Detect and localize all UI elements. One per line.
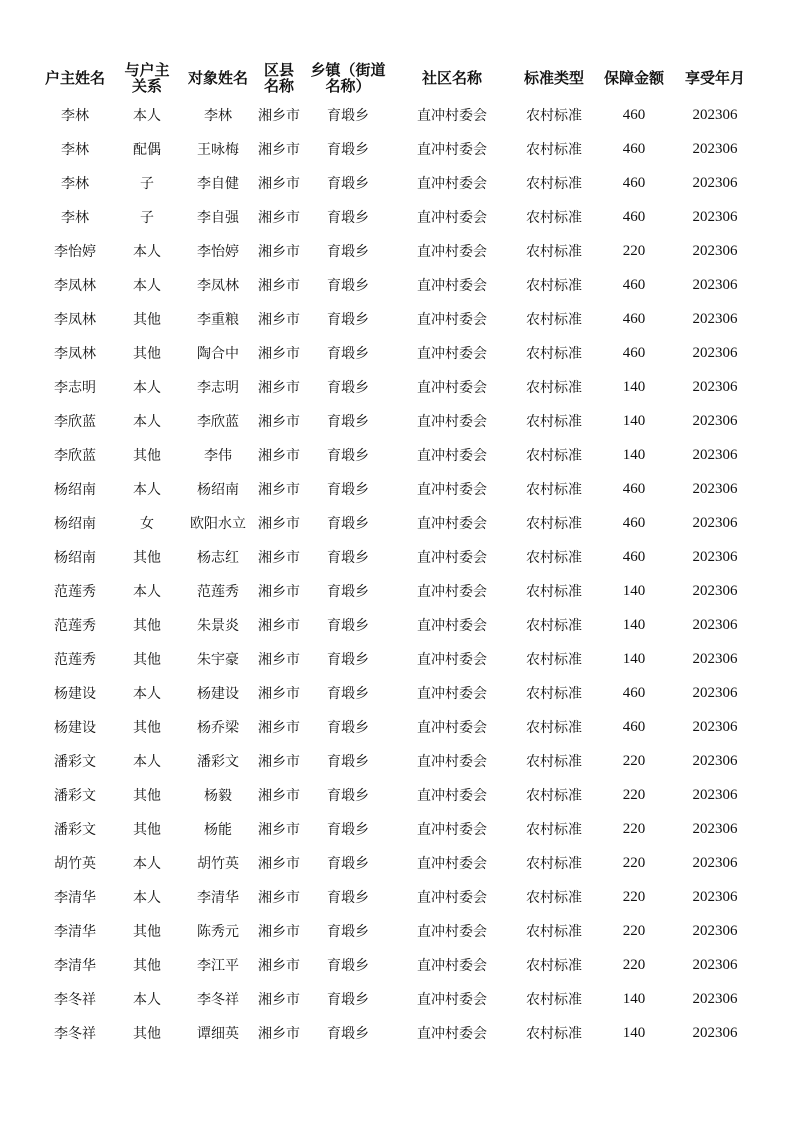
county-cell: 湘乡市 xyxy=(258,924,300,940)
relation-cell: 其他 xyxy=(133,550,161,566)
standard-type-cell: 农村标准 xyxy=(526,686,582,702)
county-cell: 湘乡市 xyxy=(258,822,300,838)
header-standard-type: 标准类型 xyxy=(523,69,584,87)
county-cell: 湘乡市 xyxy=(258,312,300,328)
township-cell: 育塅乡 xyxy=(327,380,369,396)
standard-type-cell: 农村标准 xyxy=(526,346,582,362)
township-cell: 育塅乡 xyxy=(327,754,369,770)
recipient-name-cell: 杨乔梁 xyxy=(197,720,239,736)
recipient-name-cell: 陈秀元 xyxy=(197,924,239,940)
township-cell: 育塅乡 xyxy=(327,176,369,192)
county-cell: 湘乡市 xyxy=(258,380,300,396)
table-row xyxy=(38,710,758,744)
community-cell: 直冲村委会 xyxy=(417,720,487,736)
amount-cell: 220 xyxy=(622,820,646,837)
recipient-name-cell: 李伟 xyxy=(204,448,232,464)
table-body xyxy=(38,98,758,1050)
year-month-cell: 202306 xyxy=(692,208,738,225)
recipient-name-cell: 杨志红 xyxy=(197,550,239,566)
county-cell: 湘乡市 xyxy=(258,346,300,362)
year-month-cell: 202306 xyxy=(692,616,738,633)
amount-cell: 140 xyxy=(622,1024,646,1041)
recipient-name-cell: 杨能 xyxy=(204,822,232,838)
county-cell: 湘乡市 xyxy=(258,992,300,1008)
county-cell: 湘乡市 xyxy=(258,482,300,498)
standard-type-cell: 农村标准 xyxy=(526,312,582,328)
township-cell: 育塅乡 xyxy=(327,958,369,974)
beneficiary-table xyxy=(38,58,758,1050)
year-month-cell: 202306 xyxy=(692,446,738,463)
township-cell: 育塅乡 xyxy=(327,584,369,600)
standard-type-cell: 农村标准 xyxy=(526,244,582,260)
table-row xyxy=(38,200,758,234)
community-cell: 直冲村委会 xyxy=(417,992,487,1008)
year-month-cell: 202306 xyxy=(692,106,738,123)
community-cell: 直冲村委会 xyxy=(417,924,487,940)
relation-cell: 子 xyxy=(140,210,154,226)
relation-cell: 其他 xyxy=(133,618,161,634)
standard-type-cell: 农村标准 xyxy=(526,550,582,566)
amount-cell: 460 xyxy=(622,718,646,735)
township-cell: 育塅乡 xyxy=(327,550,369,566)
table-row xyxy=(38,846,758,880)
relation-cell: 本人 xyxy=(133,890,161,906)
standard-type-cell: 农村标准 xyxy=(526,176,582,192)
community-cell: 直冲村委会 xyxy=(417,890,487,906)
year-month-cell: 202306 xyxy=(692,514,738,531)
county-cell: 湘乡市 xyxy=(258,176,300,192)
household-head-cell: 李凤林 xyxy=(54,346,96,362)
recipient-name-cell: 杨建设 xyxy=(197,686,239,702)
household-head-cell: 杨绍南 xyxy=(54,516,96,532)
county-cell: 湘乡市 xyxy=(258,856,300,872)
household-head-cell: 李凤林 xyxy=(54,278,96,294)
amount-cell: 220 xyxy=(622,854,646,871)
county-cell: 湘乡市 xyxy=(258,686,300,702)
community-cell: 直冲村委会 xyxy=(417,550,487,566)
community-cell: 直冲村委会 xyxy=(417,618,487,634)
county-cell: 湘乡市 xyxy=(258,584,300,600)
year-month-cell: 202306 xyxy=(692,140,738,157)
year-month-cell: 202306 xyxy=(692,888,738,905)
county-cell: 湘乡市 xyxy=(258,108,300,124)
standard-type-cell: 农村标准 xyxy=(526,516,582,532)
relation-cell: 本人 xyxy=(133,992,161,1008)
standard-type-cell: 农村标准 xyxy=(526,652,582,668)
community-cell: 直冲村委会 xyxy=(417,380,487,396)
household-head-cell: 潘彩文 xyxy=(54,822,96,838)
township-cell: 育塅乡 xyxy=(327,890,369,906)
standard-type-cell: 农村标准 xyxy=(526,1026,582,1042)
table-row xyxy=(38,778,758,812)
township-cell: 育塅乡 xyxy=(327,346,369,362)
standard-type-cell: 农村标准 xyxy=(526,890,582,906)
community-cell: 直冲村委会 xyxy=(417,448,487,464)
year-month-cell: 202306 xyxy=(692,276,738,293)
table-row xyxy=(38,880,758,914)
household-head-cell: 李欣蓝 xyxy=(54,414,96,430)
table-row xyxy=(38,914,758,948)
year-month-cell: 202306 xyxy=(692,718,738,735)
table-row xyxy=(38,744,758,778)
standard-type-cell: 农村标准 xyxy=(526,380,582,396)
relation-cell: 其他 xyxy=(133,312,161,328)
amount-cell: 140 xyxy=(622,582,646,599)
year-month-cell: 202306 xyxy=(692,922,738,939)
township-cell: 育塅乡 xyxy=(327,618,369,634)
table-row xyxy=(38,98,758,132)
household-head-cell: 潘彩文 xyxy=(54,754,96,770)
year-month-cell: 202306 xyxy=(692,684,738,701)
relation-cell: 本人 xyxy=(133,380,161,396)
household-head-cell: 范莲秀 xyxy=(54,618,96,634)
year-month-cell: 202306 xyxy=(692,1024,738,1041)
table-row xyxy=(38,1016,758,1050)
recipient-name-cell: 杨绍南 xyxy=(197,482,239,498)
recipient-name-cell: 李冬祥 xyxy=(197,992,239,1008)
recipient-name-cell: 李自健 xyxy=(197,176,239,192)
table-row xyxy=(38,404,758,438)
header-household-head: 户主姓名 xyxy=(44,69,105,87)
year-month-cell: 202306 xyxy=(692,752,738,769)
community-cell: 直冲村委会 xyxy=(417,788,487,804)
amount-cell: 140 xyxy=(622,650,646,667)
recipient-name-cell: 范莲秀 xyxy=(197,584,239,600)
county-cell: 湘乡市 xyxy=(258,754,300,770)
county-cell: 湘乡市 xyxy=(258,890,300,906)
year-month-cell: 202306 xyxy=(692,242,738,259)
header-relation: 与户主 关系 xyxy=(124,61,170,95)
standard-type-cell: 农村标准 xyxy=(526,822,582,838)
recipient-name-cell: 陶合中 xyxy=(197,346,239,362)
township-cell: 育塅乡 xyxy=(327,244,369,260)
table-row xyxy=(38,540,758,574)
table-row xyxy=(38,132,758,166)
table-row xyxy=(38,812,758,846)
year-month-cell: 202306 xyxy=(692,310,738,327)
table-row xyxy=(38,948,758,982)
table-header xyxy=(38,58,758,98)
household-head-cell: 李怡婷 xyxy=(54,244,96,260)
community-cell: 直冲村委会 xyxy=(417,210,487,226)
recipient-name-cell: 李志明 xyxy=(197,380,239,396)
township-cell: 育塅乡 xyxy=(327,516,369,532)
relation-cell: 其他 xyxy=(133,652,161,668)
recipient-name-cell: 李怡婷 xyxy=(197,244,239,260)
table-row xyxy=(38,268,758,302)
community-cell: 直冲村委会 xyxy=(417,176,487,192)
relation-cell: 本人 xyxy=(133,856,161,872)
standard-type-cell: 农村标准 xyxy=(526,448,582,464)
household-head-cell: 李冬祥 xyxy=(54,1026,96,1042)
year-month-cell: 202306 xyxy=(692,956,738,973)
recipient-name-cell: 李林 xyxy=(204,108,232,124)
recipient-name-cell: 胡竹英 xyxy=(197,856,239,872)
community-cell: 直冲村委会 xyxy=(417,754,487,770)
amount-cell: 220 xyxy=(622,956,646,973)
relation-cell: 其他 xyxy=(133,924,161,940)
relation-cell: 本人 xyxy=(133,754,161,770)
community-cell: 直冲村委会 xyxy=(417,652,487,668)
township-cell: 育塅乡 xyxy=(327,652,369,668)
table-row xyxy=(38,982,758,1016)
relation-cell: 本人 xyxy=(133,686,161,702)
relation-cell: 其他 xyxy=(133,822,161,838)
header-row xyxy=(38,58,758,98)
recipient-name-cell: 朱景炎 xyxy=(197,618,239,634)
household-head-cell: 范莲秀 xyxy=(54,652,96,668)
table-row xyxy=(38,642,758,676)
community-cell: 直冲村委会 xyxy=(417,516,487,532)
relation-cell: 配偶 xyxy=(133,142,161,158)
county-cell: 湘乡市 xyxy=(258,720,300,736)
amount-cell: 460 xyxy=(622,548,646,565)
township-cell: 育塅乡 xyxy=(327,142,369,158)
household-head-cell: 李林 xyxy=(61,108,89,124)
header-township: 乡镇（街道 名称） xyxy=(310,61,386,95)
year-month-cell: 202306 xyxy=(692,582,738,599)
relation-cell: 本人 xyxy=(133,482,161,498)
household-head-cell: 李欣蓝 xyxy=(54,448,96,464)
standard-type-cell: 农村标准 xyxy=(526,618,582,634)
township-cell: 育塅乡 xyxy=(327,992,369,1008)
recipient-name-cell: 李清华 xyxy=(197,890,239,906)
household-head-cell: 杨建设 xyxy=(54,686,96,702)
community-cell: 直冲村委会 xyxy=(417,958,487,974)
year-month-cell: 202306 xyxy=(692,344,738,361)
amount-cell: 460 xyxy=(622,174,646,191)
amount-cell: 140 xyxy=(622,446,646,463)
household-head-cell: 李冬祥 xyxy=(54,992,96,1008)
community-cell: 直冲村委会 xyxy=(417,414,487,430)
household-head-cell: 杨绍南 xyxy=(54,482,96,498)
township-cell: 育塅乡 xyxy=(327,822,369,838)
standard-type-cell: 农村标准 xyxy=(526,788,582,804)
relation-cell: 其他 xyxy=(133,720,161,736)
community-cell: 直冲村委会 xyxy=(417,244,487,260)
recipient-name-cell: 李江平 xyxy=(197,958,239,974)
amount-cell: 460 xyxy=(622,208,646,225)
table-row xyxy=(38,370,758,404)
community-cell: 直冲村委会 xyxy=(417,108,487,124)
township-cell: 育塅乡 xyxy=(327,108,369,124)
table-row xyxy=(38,472,758,506)
household-head-cell: 胡竹英 xyxy=(54,856,96,872)
township-cell: 育塅乡 xyxy=(327,210,369,226)
amount-cell: 460 xyxy=(622,344,646,361)
township-cell: 育塅乡 xyxy=(327,788,369,804)
recipient-name-cell: 王咏梅 xyxy=(197,142,239,158)
table-row xyxy=(38,574,758,608)
township-cell: 育塅乡 xyxy=(327,720,369,736)
amount-cell: 460 xyxy=(622,684,646,701)
community-cell: 直冲村委会 xyxy=(417,142,487,158)
household-head-cell: 范莲秀 xyxy=(54,584,96,600)
county-cell: 湘乡市 xyxy=(258,414,300,430)
amount-cell: 140 xyxy=(622,378,646,395)
year-month-cell: 202306 xyxy=(692,412,738,429)
amount-cell: 220 xyxy=(622,922,646,939)
amount-cell: 460 xyxy=(622,310,646,327)
amount-cell: 220 xyxy=(622,786,646,803)
township-cell: 育塅乡 xyxy=(327,414,369,430)
amount-cell: 460 xyxy=(622,276,646,293)
year-month-cell: 202306 xyxy=(692,786,738,803)
year-month-cell: 202306 xyxy=(692,548,738,565)
household-head-cell: 潘彩文 xyxy=(54,788,96,804)
relation-cell: 本人 xyxy=(133,244,161,260)
relation-cell: 其他 xyxy=(133,788,161,804)
amount-cell: 140 xyxy=(622,412,646,429)
standard-type-cell: 农村标准 xyxy=(526,992,582,1008)
table-row xyxy=(38,336,758,370)
county-cell: 湘乡市 xyxy=(258,516,300,532)
amount-cell: 460 xyxy=(622,480,646,497)
recipient-name-cell: 李凤林 xyxy=(197,278,239,294)
township-cell: 育塅乡 xyxy=(327,278,369,294)
amount-cell: 460 xyxy=(622,106,646,123)
household-head-cell: 李林 xyxy=(61,210,89,226)
standard-type-cell: 农村标准 xyxy=(526,958,582,974)
amount-cell: 220 xyxy=(622,242,646,259)
relation-cell: 本人 xyxy=(133,584,161,600)
household-head-cell: 杨绍南 xyxy=(54,550,96,566)
table-row xyxy=(38,506,758,540)
county-cell: 湘乡市 xyxy=(258,142,300,158)
recipient-name-cell: 李自强 xyxy=(197,210,239,226)
amount-cell: 140 xyxy=(622,990,646,1007)
amount-cell: 460 xyxy=(622,140,646,157)
table-row xyxy=(38,234,758,268)
relation-cell: 本人 xyxy=(133,414,161,430)
standard-type-cell: 农村标准 xyxy=(526,856,582,872)
year-month-cell: 202306 xyxy=(692,990,738,1007)
header-community: 社区名称 xyxy=(421,69,482,87)
township-cell: 育塅乡 xyxy=(327,856,369,872)
household-head-cell: 李凤林 xyxy=(54,312,96,328)
county-cell: 湘乡市 xyxy=(258,618,300,634)
community-cell: 直冲村委会 xyxy=(417,822,487,838)
recipient-name-cell: 谭细英 xyxy=(197,1026,239,1042)
township-cell: 育塅乡 xyxy=(327,482,369,498)
relation-cell: 本人 xyxy=(133,278,161,294)
recipient-name-cell: 潘彩文 xyxy=(197,754,239,770)
household-head-cell: 李林 xyxy=(61,176,89,192)
relation-cell: 女 xyxy=(140,516,154,532)
year-month-cell: 202306 xyxy=(692,854,738,871)
county-cell: 湘乡市 xyxy=(258,210,300,226)
header-county: 区县 名称 xyxy=(263,61,294,95)
year-month-cell: 202306 xyxy=(692,378,738,395)
township-cell: 育塅乡 xyxy=(327,448,369,464)
standard-type-cell: 农村标准 xyxy=(526,720,582,736)
community-cell: 直冲村委会 xyxy=(417,482,487,498)
standard-type-cell: 农村标准 xyxy=(526,414,582,430)
header-recipient-name: 对象姓名 xyxy=(187,69,248,87)
standard-type-cell: 农村标准 xyxy=(526,584,582,600)
relation-cell: 其他 xyxy=(133,448,161,464)
community-cell: 直冲村委会 xyxy=(417,584,487,600)
household-head-cell: 李志明 xyxy=(54,380,96,396)
header-amount: 保障金额 xyxy=(603,69,664,87)
table-row xyxy=(38,676,758,710)
county-cell: 湘乡市 xyxy=(258,244,300,260)
header-year-month: 享受年月 xyxy=(684,69,745,87)
recipient-name-cell: 李重粮 xyxy=(197,312,239,328)
standard-type-cell: 农村标准 xyxy=(526,278,582,294)
household-head-cell: 李林 xyxy=(61,142,89,158)
relation-cell: 本人 xyxy=(133,108,161,124)
year-month-cell: 202306 xyxy=(692,650,738,667)
household-head-cell: 李清华 xyxy=(54,958,96,974)
household-head-cell: 李清华 xyxy=(54,924,96,940)
county-cell: 湘乡市 xyxy=(258,278,300,294)
community-cell: 直冲村委会 xyxy=(417,1026,487,1042)
county-cell: 湘乡市 xyxy=(258,550,300,566)
year-month-cell: 202306 xyxy=(692,174,738,191)
community-cell: 直冲村委会 xyxy=(417,686,487,702)
county-cell: 湘乡市 xyxy=(258,448,300,464)
amount-cell: 220 xyxy=(622,752,646,769)
community-cell: 直冲村委会 xyxy=(417,856,487,872)
amount-cell: 460 xyxy=(622,514,646,531)
relation-cell: 其他 xyxy=(133,346,161,362)
township-cell: 育塅乡 xyxy=(327,1026,369,1042)
household-head-cell: 杨建设 xyxy=(54,720,96,736)
household-head-cell: 李清华 xyxy=(54,890,96,906)
standard-type-cell: 农村标准 xyxy=(526,482,582,498)
recipient-name-cell: 朱宇豪 xyxy=(197,652,239,668)
standard-type-cell: 农村标准 xyxy=(526,924,582,940)
document-page xyxy=(38,58,758,1050)
county-cell: 湘乡市 xyxy=(258,958,300,974)
standard-type-cell: 农村标准 xyxy=(526,754,582,770)
standard-type-cell: 农村标准 xyxy=(526,142,582,158)
county-cell: 湘乡市 xyxy=(258,652,300,668)
standard-type-cell: 农村标准 xyxy=(526,210,582,226)
year-month-cell: 202306 xyxy=(692,480,738,497)
recipient-name-cell: 欧阳水立 xyxy=(190,516,246,532)
amount-cell: 220 xyxy=(622,888,646,905)
standard-type-cell: 农村标准 xyxy=(526,108,582,124)
amount-cell: 140 xyxy=(622,616,646,633)
relation-cell: 子 xyxy=(140,176,154,192)
community-cell: 直冲村委会 xyxy=(417,346,487,362)
relation-cell: 其他 xyxy=(133,1026,161,1042)
county-cell: 湘乡市 xyxy=(258,1026,300,1042)
township-cell: 育塅乡 xyxy=(327,312,369,328)
township-cell: 育塅乡 xyxy=(327,686,369,702)
table-row xyxy=(38,438,758,472)
community-cell: 直冲村委会 xyxy=(417,312,487,328)
recipient-name-cell: 杨毅 xyxy=(204,788,232,804)
county-cell: 湘乡市 xyxy=(258,788,300,804)
table-row xyxy=(38,166,758,200)
year-month-cell: 202306 xyxy=(692,820,738,837)
community-cell: 直冲村委会 xyxy=(417,278,487,294)
table-row xyxy=(38,608,758,642)
table-row xyxy=(38,302,758,336)
township-cell: 育塅乡 xyxy=(327,924,369,940)
recipient-name-cell: 李欣蓝 xyxy=(197,414,239,430)
relation-cell: 其他 xyxy=(133,958,161,974)
